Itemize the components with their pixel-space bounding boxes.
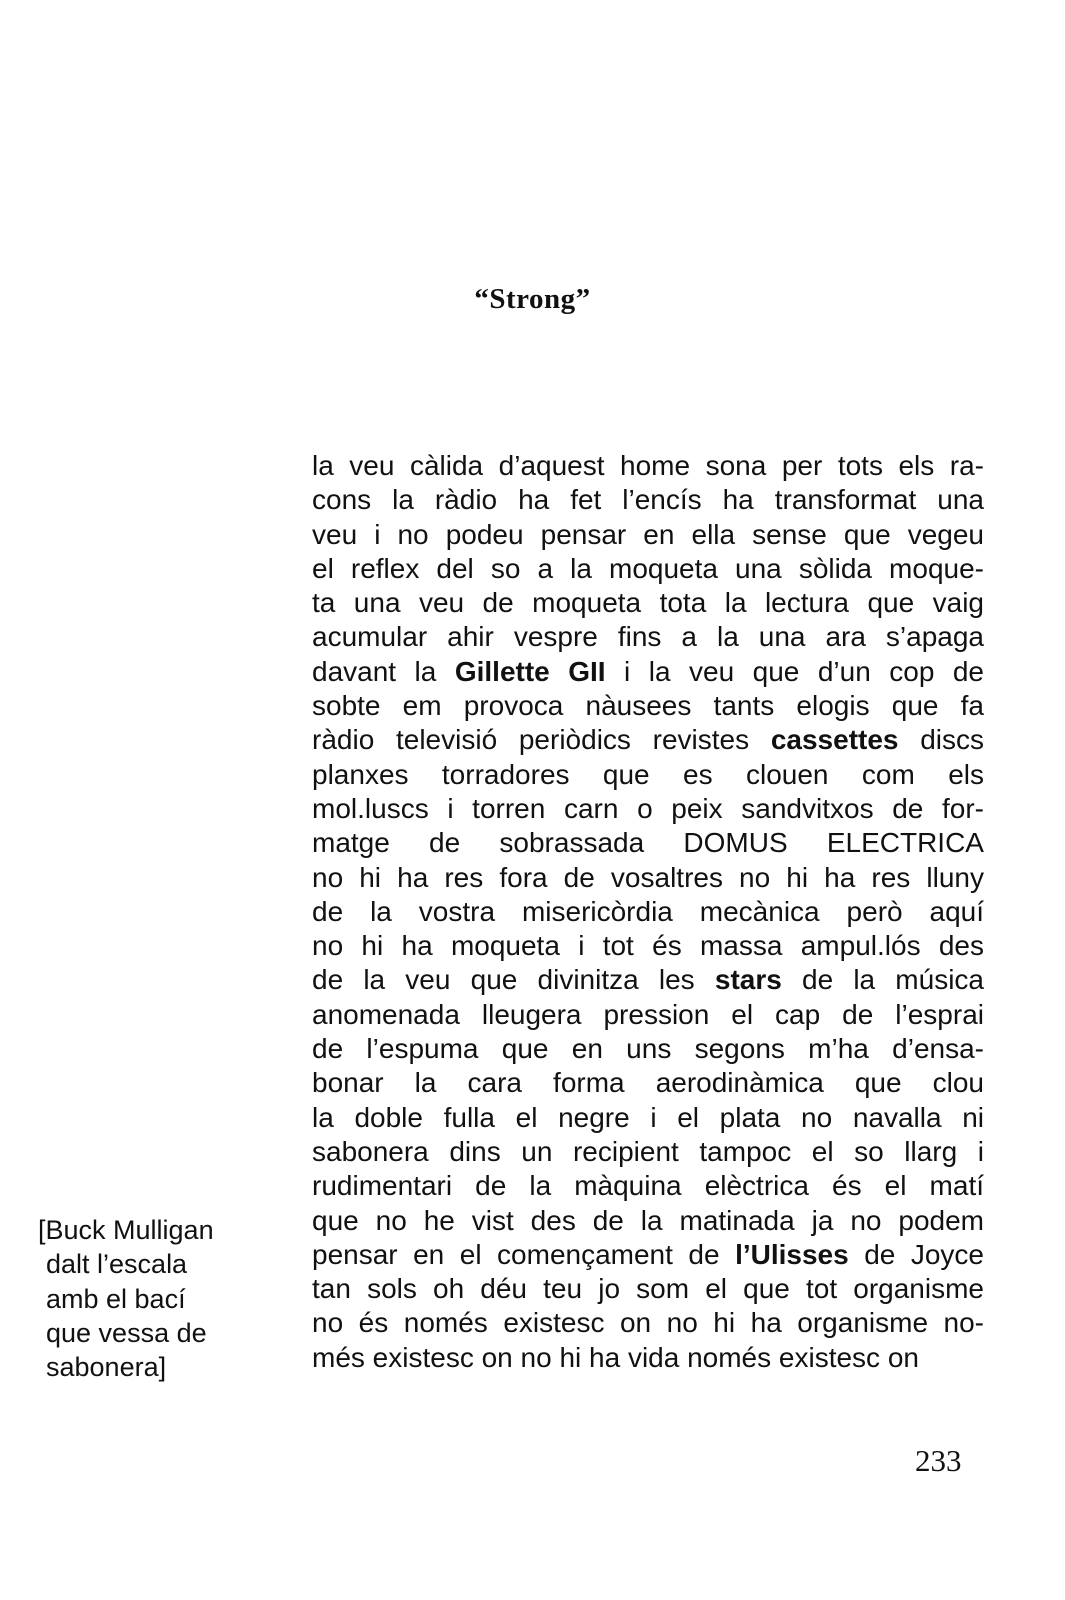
- text-segment: discs: [898, 724, 984, 756]
- text-segment: pensar en el començament de: [312, 1238, 736, 1270]
- text-segment: no hi ha moqueta i tot és massa ampul.lós des: [312, 930, 984, 962]
- text-segment: sobte em provoca nàusees tants elogis que fa: [312, 690, 984, 722]
- text-segment: mol.luscs i torren carn o peix sandvitxos de for-: [312, 792, 984, 824]
- bold-phrase: Gillette GII: [454, 655, 606, 687]
- text-line: [312, 963, 984, 997]
- text-segment: la veu càlida d’aquest home sona per tots els ra-: [312, 450, 984, 481]
- text-line: [312, 723, 984, 757]
- text-line: [312, 1204, 984, 1238]
- text-segment: veu i no podeu pensar en ella sense que vegeu: [312, 518, 984, 550]
- text-segment: davant la: [312, 655, 455, 687]
- text-segment: tan sols oh déu teu jo som el que tot organisme: [312, 1273, 984, 1305]
- text-line: [312, 998, 984, 1032]
- text-line: [312, 483, 984, 517]
- text-segment: ràdio televisió periòdics revistes: [312, 724, 771, 756]
- margin-note-line: que vessa de: [46, 1317, 207, 1348]
- text-line: [312, 826, 984, 860]
- margin-note-line: dalt l’escala: [46, 1249, 188, 1280]
- margin-note-line: amb el bací: [46, 1283, 186, 1314]
- text-line: [312, 620, 984, 654]
- text-segment: de Joyce: [848, 1238, 984, 1270]
- text-segment: rudimentari de la màquina elèctrica és el matí: [312, 1170, 984, 1202]
- text-segment: planxes torradores que es clouen com els: [312, 758, 984, 790]
- text-segment: bonar la cara forma aerodinàmica que clou: [312, 1067, 984, 1099]
- text-segment: de la música: [781, 964, 984, 996]
- text-line: [312, 895, 984, 929]
- text-segment: i la veu que d’un cop de: [605, 655, 985, 687]
- text-line: [312, 1135, 984, 1169]
- margin-note-line: [Buck Mulligan: [38, 1215, 214, 1245]
- text-line: [312, 1272, 984, 1306]
- page-title: “Strong”: [474, 283, 591, 315]
- text-segment: no és només existesc on no hi ha organisme no-: [312, 1307, 984, 1339]
- page-number: 233: [915, 1443, 962, 1478]
- text-line: [312, 1341, 984, 1375]
- text-line: [312, 655, 984, 689]
- text-line: [312, 792, 984, 826]
- text-line: [312, 1032, 984, 1066]
- text-line: [312, 1169, 984, 1203]
- text-segment: el reflex del so a la moqueta una sòlida moque-: [312, 552, 984, 584]
- text-line: [312, 449, 984, 483]
- text-segment: la doble fulla el negre i el plata no navalla ni: [312, 1101, 984, 1133]
- margin-note: [38, 1213, 258, 1384]
- bold-phrase: l’Ulisses: [735, 1238, 849, 1270]
- text-segment: que no he vist des de la matinada ja no podem: [312, 1204, 984, 1236]
- text-segment: anomenada lleugera pression el cap de l’esprai: [312, 998, 984, 1030]
- margin-note-line: sabonera]: [46, 1352, 167, 1383]
- text-line: [312, 586, 984, 620]
- text-segment: no hi ha res fora de vosaltres no hi ha res lluny: [312, 861, 984, 893]
- text-segment: sabonera dins un recipient tampoc el so llarg i: [312, 1135, 984, 1167]
- text-line: [312, 1238, 984, 1272]
- text-segment: de la vostra misericòrdia mecànica però aquí: [312, 895, 984, 927]
- text-line: [312, 929, 984, 963]
- text-line: [312, 758, 984, 792]
- text-line: [312, 1101, 984, 1135]
- bold-phrase: cassettes: [770, 724, 899, 756]
- text-line: [312, 1066, 984, 1100]
- text-segment: matge de sobrassada DOMUS ELECTRICA: [312, 827, 984, 859]
- text-line: [312, 518, 984, 552]
- text-line: [312, 689, 984, 723]
- bold-phrase: stars: [714, 964, 782, 996]
- text-segment: cons la ràdio ha fet l’encís ha transformat una: [312, 484, 984, 516]
- text-segment: ta una veu de moqueta tota la lectura que vaig: [312, 587, 984, 619]
- text-segment: de l’espuma que en uns segons m’ha d’ensa-: [312, 1033, 984, 1065]
- text-line: [312, 861, 984, 895]
- text-line: [312, 1306, 984, 1340]
- text-line: [312, 552, 984, 586]
- text-segment: acumular ahir vespre fins a la una ara s’apaga: [312, 621, 984, 653]
- text-segment: de la veu que divinitza les: [312, 964, 715, 996]
- body-text: [312, 449, 984, 1375]
- text-segment: més existesc on no hi ha vida només existesc on: [312, 1341, 919, 1373]
